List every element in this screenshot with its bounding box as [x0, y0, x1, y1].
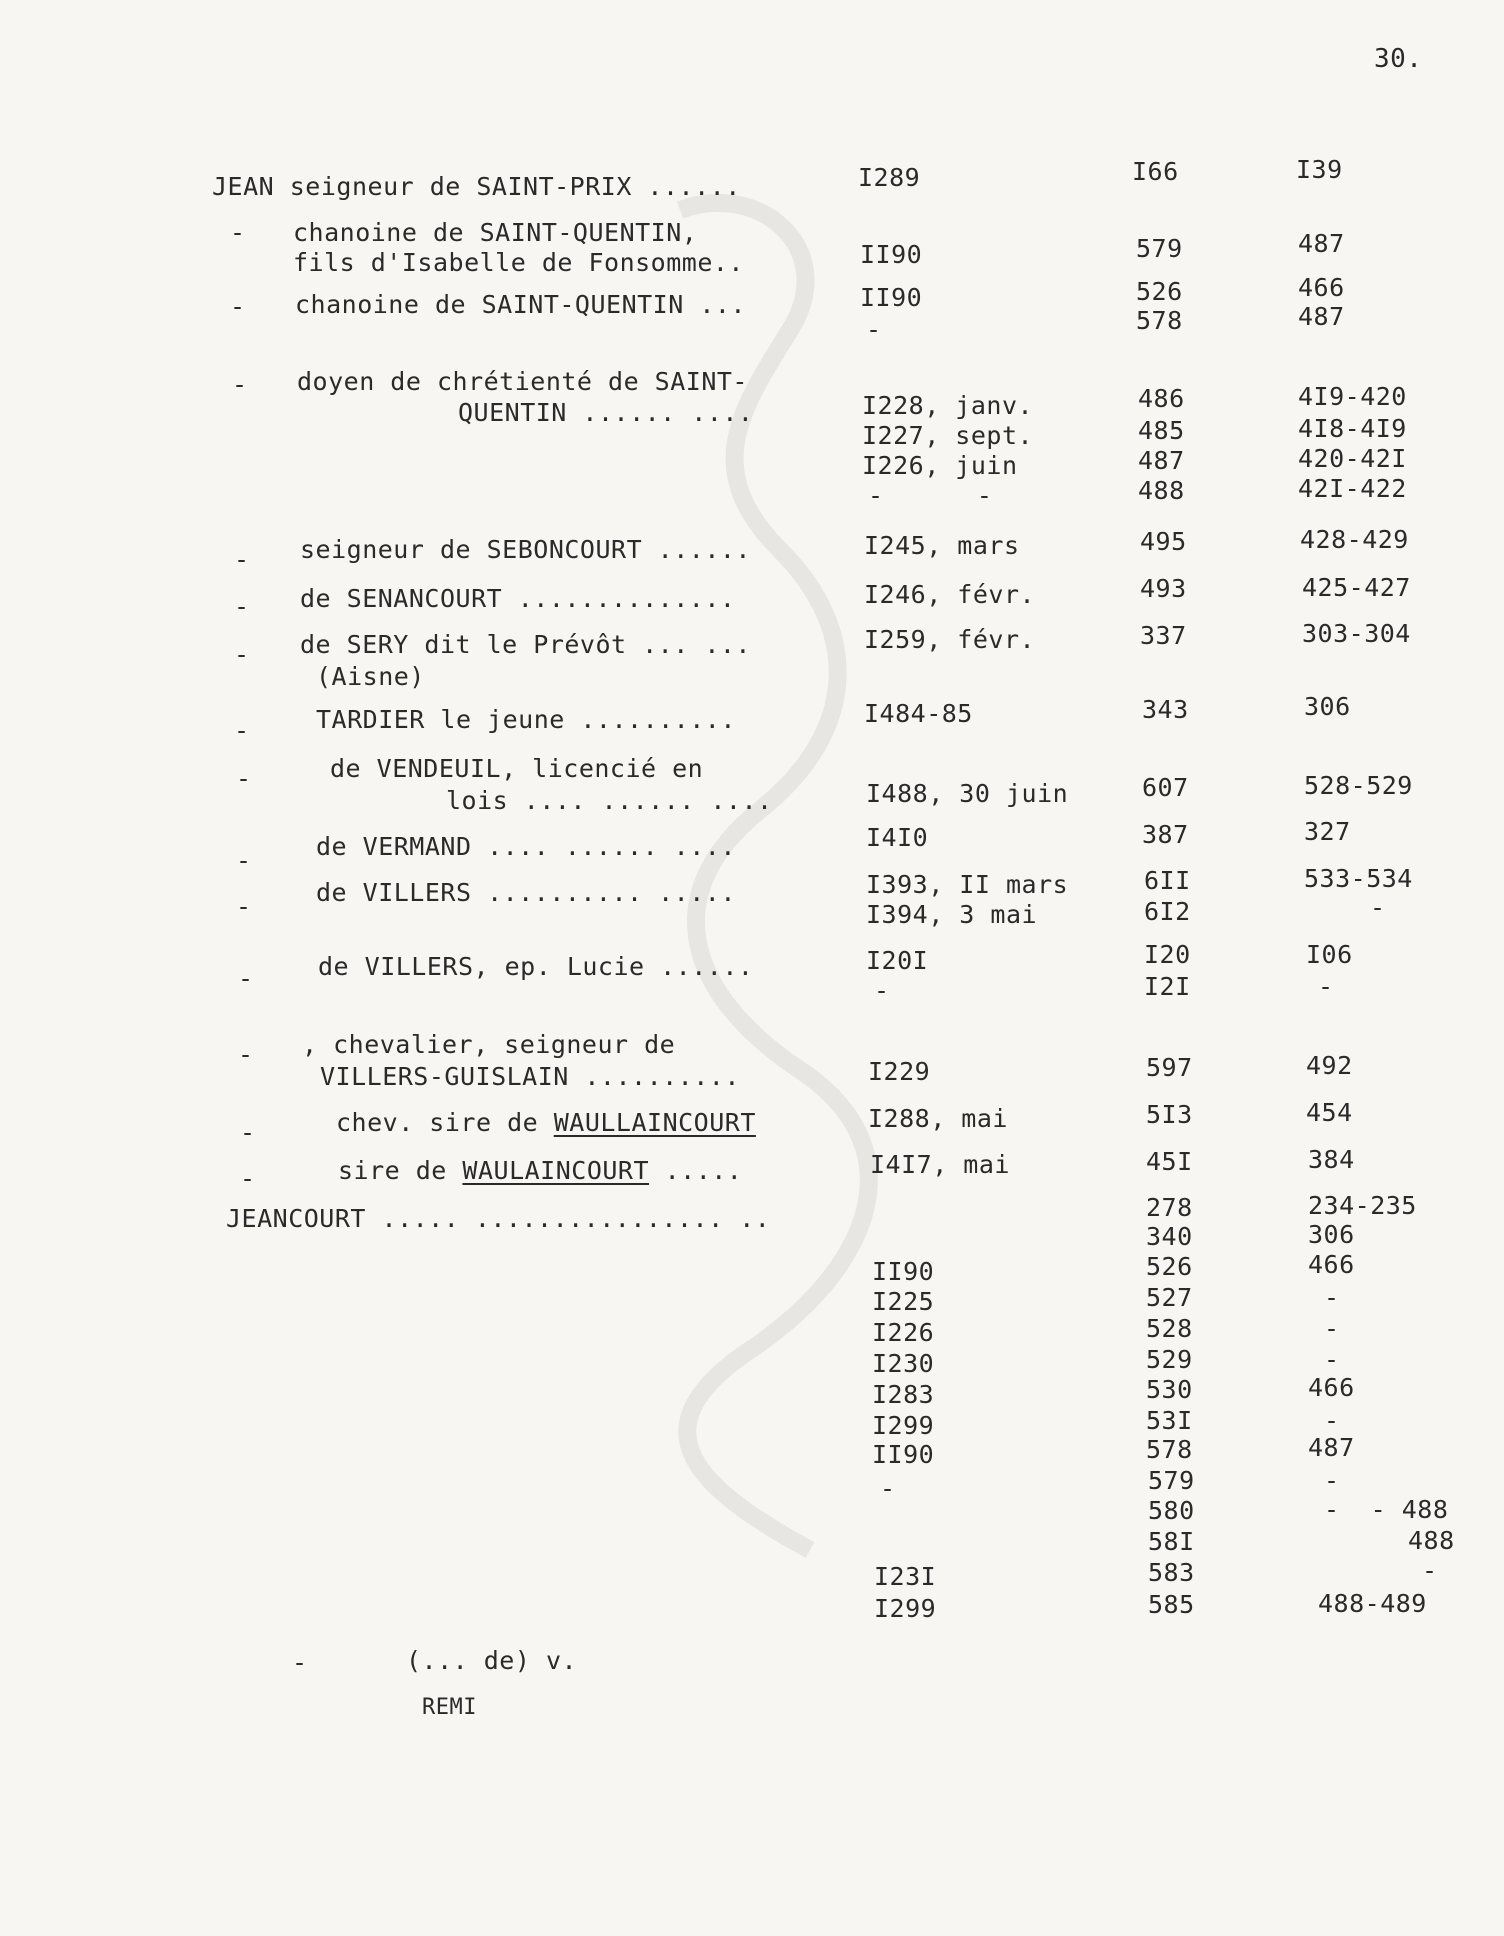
entry-number: 343 — [1142, 695, 1189, 724]
jeancourt-number: 528 — [1146, 1314, 1193, 1343]
jeancourt-year: II90 — [872, 1440, 935, 1469]
entry-name — [338, 1156, 742, 1186]
entry-name-line2: lois .... ...... .... — [446, 786, 773, 815]
jeancourt-page: 487 — [1308, 1433, 1355, 1462]
entry-page: 428-429 — [1300, 525, 1409, 554]
entry-page: 303-304 — [1302, 619, 1411, 648]
entry-name-line2: VILLERS-GUISLAIN .......... — [320, 1062, 740, 1091]
jeancourt-year: I283 — [872, 1380, 935, 1409]
entry-year: I288, mai — [868, 1104, 1008, 1133]
jeancourt-year: - — [880, 1474, 896, 1503]
jeancourt-year: I299 — [874, 1594, 937, 1623]
entry-name: de VILLERS .......... ..... — [316, 878, 736, 907]
jeancourt-page: - — [1422, 1556, 1438, 1585]
entry-year: I484-85 — [864, 699, 973, 728]
entry-dash: - — [236, 764, 252, 793]
entry-number: 337 — [1140, 621, 1187, 650]
entry-dash: - — [234, 640, 250, 669]
entry-year: II90 — [860, 283, 923, 312]
entry-year: I228, janv. — [862, 391, 1034, 420]
entry-number: 6II — [1144, 866, 1191, 895]
entry-page: 466 — [1298, 273, 1345, 302]
footer-remi: REMI — [422, 1695, 477, 1720]
entry-page: 306 — [1304, 692, 1351, 721]
entry-page: 4I8-4I9 — [1298, 414, 1407, 443]
entry-name-line2: (Aisne) — [316, 662, 425, 691]
entry-name: chanoine de SAINT-QUENTIN ... — [295, 290, 746, 319]
jeancourt-page: - — [1324, 1314, 1340, 1343]
entry-number: 578 — [1136, 306, 1183, 335]
entry-name-line2: QUENTIN ...... .... — [458, 398, 754, 427]
entry-year: I259, févr. — [864, 625, 1036, 654]
entry-number: 493 — [1140, 574, 1187, 603]
entry-name: de VILLERS, ep. Lucie ...... — [318, 952, 754, 981]
jeancourt-number: 53I — [1146, 1406, 1193, 1435]
entry-year: - — [866, 315, 882, 344]
jeancourt-number: 526 — [1146, 1252, 1193, 1281]
entry-name: seigneur de SEBONCOURT ...... — [300, 535, 751, 564]
entry-name-prefix: chev. sire de — [336, 1108, 554, 1137]
jeancourt-page: - — [1324, 1283, 1340, 1312]
entry-number: I66 — [1132, 157, 1179, 186]
entry-page: 487 — [1298, 229, 1345, 258]
jeancourt-number: 578 — [1146, 1435, 1193, 1464]
entry-page: 42I-422 — [1298, 474, 1407, 503]
entry-number: 486 — [1138, 384, 1185, 413]
entry-year: I488, 30 juin — [866, 779, 1069, 808]
jeancourt-number: 58I — [1148, 1527, 1195, 1556]
entry-dash: - — [232, 370, 248, 399]
entry-name — [336, 1108, 756, 1138]
entry-page: 384 — [1308, 1145, 1355, 1174]
entry-number: I2I — [1144, 972, 1191, 1001]
entry-page: 327 — [1304, 817, 1351, 846]
entry-number: 488 — [1138, 476, 1185, 505]
entry-year: I393, II mars — [866, 870, 1069, 899]
jeancourt-number: 527 — [1146, 1283, 1193, 1312]
entry-number: 5I3 — [1146, 1100, 1193, 1129]
entry-name: de VENDEUIL, licencié en — [330, 754, 704, 783]
jeancourt-number: 278 — [1146, 1193, 1193, 1222]
entry-name: chanoine de SAINT-QUENTIN, — [293, 218, 698, 247]
entry-dash: - — [236, 846, 252, 875]
entry-name: JEAN seigneur de SAINT-PRIX ...... — [212, 172, 741, 201]
entry-page: 492 — [1306, 1051, 1353, 1080]
entry-number: 6I2 — [1144, 897, 1191, 926]
entry-dash: - — [234, 716, 250, 745]
jeancourt-year: I225 — [872, 1287, 935, 1316]
entry-dash: - — [236, 892, 252, 921]
entry-name-prefix: sire de — [338, 1156, 463, 1185]
entry-year: II90 — [860, 240, 923, 269]
entry-name-line2: fils d'Isabelle de Fonsomme.. — [293, 248, 744, 277]
jeancourt-page: 306 — [1308, 1220, 1355, 1249]
entry-page: 420-42I — [1298, 444, 1407, 473]
entry-number: 579 — [1136, 234, 1183, 263]
entry-page: 533-534 — [1304, 864, 1413, 893]
jeancourt-name: JEANCOURT ..... ................ .. — [226, 1204, 771, 1233]
footer-reference: (... de) v. — [406, 1646, 578, 1675]
page-number: 30. — [1374, 44, 1423, 74]
entry-year: I227, sept. — [862, 421, 1034, 450]
jeancourt-page: 488 — [1408, 1526, 1455, 1555]
jeancourt-number: 530 — [1146, 1375, 1193, 1404]
entry-page: 454 — [1306, 1098, 1353, 1127]
entry-page: I06 — [1306, 940, 1353, 969]
entry-year: - — [874, 976, 890, 1005]
entry-dash: - — [230, 218, 246, 247]
jeancourt-number: 580 — [1148, 1496, 1195, 1525]
entry-year: I229 — [868, 1057, 931, 1086]
entry-page: - — [1370, 893, 1386, 922]
entry-year: I289 — [858, 163, 921, 192]
jeancourt-number: 529 — [1146, 1345, 1193, 1374]
jeancourt-page: - — [1324, 1406, 1340, 1435]
entry-name: , chevalier, seigneur de — [302, 1030, 676, 1059]
jeancourt-page: 466 — [1308, 1373, 1355, 1402]
entry-year: I4I7, mai — [870, 1150, 1010, 1179]
entry-year: I20I — [866, 946, 929, 975]
entry-year: I226, juin — [862, 451, 1018, 480]
entry-number: 45I — [1146, 1147, 1193, 1176]
entry-year: I394, 3 mai — [866, 900, 1038, 929]
entry-dash: - — [240, 1118, 256, 1147]
jeancourt-number: 585 — [1148, 1590, 1195, 1619]
entry-name-underlined: WAULAINCOURT — [462, 1156, 650, 1185]
entry-number: 387 — [1142, 820, 1189, 849]
entry-number: 485 — [1138, 416, 1185, 445]
entry-number: 526 — [1136, 277, 1183, 306]
jeancourt-page: - - 488 — [1324, 1495, 1449, 1524]
entry-year: I4I0 — [866, 823, 929, 852]
jeancourt-page: - — [1324, 1466, 1340, 1495]
jeancourt-year: I299 — [872, 1411, 935, 1440]
entry-name: de SENANCOURT .............. — [300, 584, 736, 613]
entry-number: 487 — [1138, 446, 1185, 475]
entry-name: de SERY dit le Prévôt ... ... — [300, 630, 751, 659]
entry-page: 4I9-420 — [1298, 382, 1407, 411]
entry-dash: - — [230, 292, 246, 321]
entry-year: - - — [868, 481, 993, 510]
jeancourt-year: I230 — [872, 1349, 935, 1378]
jeancourt-year: I23I — [874, 1562, 937, 1591]
entry-number: I20 — [1144, 940, 1191, 969]
entry-name: de VERMAND .... ...... .... — [316, 832, 736, 861]
entry-dash: - — [238, 964, 254, 993]
jeancourt-year: II90 — [872, 1257, 935, 1286]
entry-dash: - — [240, 1164, 256, 1193]
entry-page: 425-427 — [1302, 573, 1411, 602]
entry-dash: - — [234, 545, 250, 574]
entry-number: 607 — [1142, 773, 1189, 802]
entry-name-suffix: ..... — [649, 1156, 743, 1185]
entry-number: 495 — [1140, 527, 1187, 556]
jeancourt-number: 583 — [1148, 1558, 1195, 1587]
entry-page: - — [1318, 972, 1334, 1001]
jeancourt-page: 234-235 — [1308, 1191, 1417, 1220]
entry-name: TARDIER le jeune .......... — [316, 705, 736, 734]
jeancourt-number: 340 — [1146, 1222, 1193, 1251]
jeancourt-page: 488-489 — [1318, 1589, 1427, 1618]
entry-name-underlined: WAULLAINCOURT — [553, 1108, 756, 1137]
jeancourt-page: - — [1324, 1345, 1340, 1374]
jeancourt-number: 579 — [1148, 1466, 1195, 1495]
entry-page: I39 — [1296, 155, 1343, 184]
entry-dash: - — [238, 1040, 254, 1069]
entry-year: I246, févr. — [864, 580, 1036, 609]
entry-dash: - — [234, 592, 250, 621]
entry-page: 528-529 — [1304, 771, 1413, 800]
entry-year: I245, mars — [864, 531, 1020, 560]
jeancourt-page: 466 — [1308, 1250, 1355, 1279]
jeancourt-year: I226 — [872, 1318, 935, 1347]
entry-number: 597 — [1146, 1053, 1193, 1082]
footer-dash: - — [292, 1648, 308, 1677]
entry-page: 487 — [1298, 302, 1345, 331]
entry-name: doyen de chrétienté de SAINT- — [297, 367, 748, 396]
